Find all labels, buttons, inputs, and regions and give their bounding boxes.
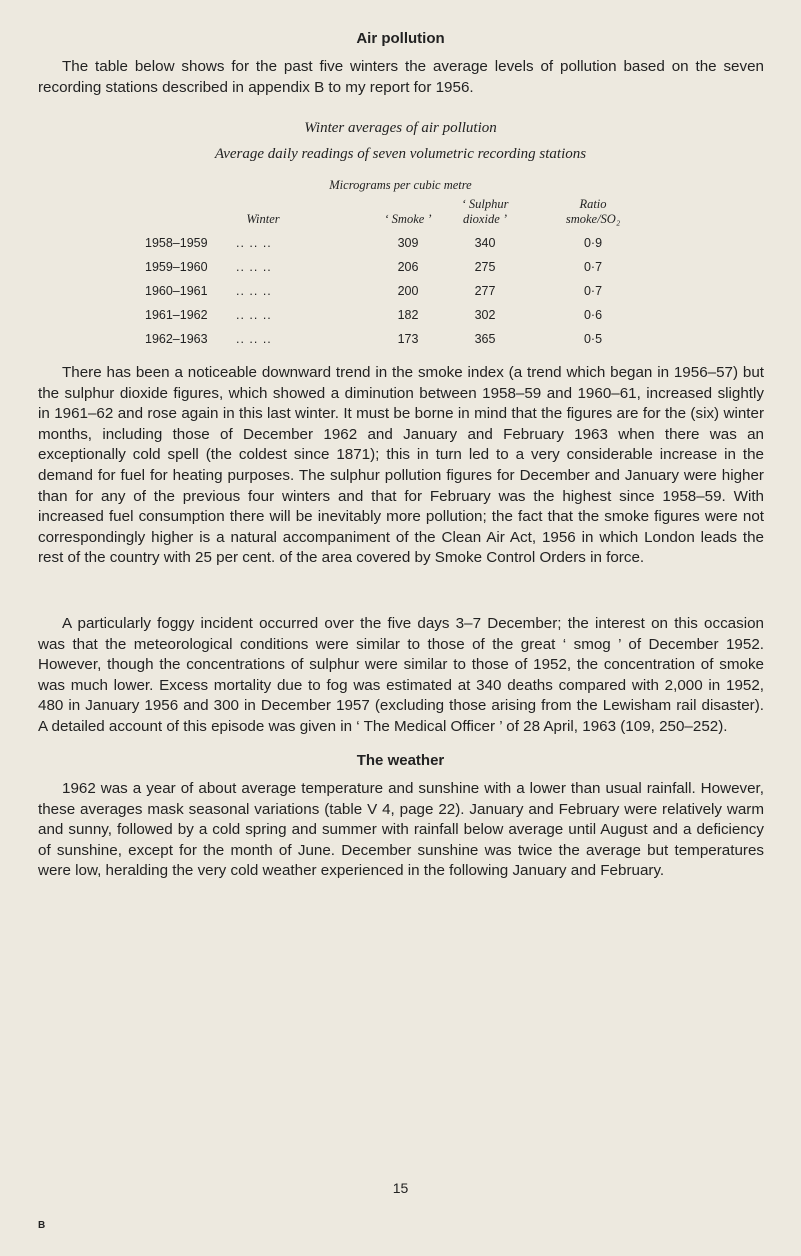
cell-so2: 277 (474, 284, 496, 298)
cell-winter: 1959–1960 (145, 260, 208, 274)
cell-so2: 340 (474, 236, 496, 250)
intro-paragraph: The table below shows for the past five winters the average levels of pollution based on the seven recording stations described in appendix B to my report for 1956. (38, 58, 764, 96)
leader-dots: .. .. .. (236, 284, 272, 298)
leader-dots: .. .. .. (236, 260, 272, 274)
cell-smoke: 182 (397, 308, 419, 322)
leader-dots: .. .. .. (236, 308, 272, 322)
page-number: 15 (392, 1180, 409, 1196)
cell-so2: 302 (474, 308, 496, 322)
cell-winter: 1960–1961 (145, 284, 208, 298)
section-heading-air-pollution: Air pollution (356, 30, 445, 47)
header-so2-line1: ‘ Sulphur (461, 197, 509, 211)
cell-ratio: 0·7 (583, 284, 603, 298)
cell-winter: 1961–1962 (145, 308, 208, 322)
cell-ratio: 0·6 (583, 308, 603, 322)
signature-mark: B (38, 1220, 46, 1231)
table-caption-subtitle: Average daily readings of seven volumetric recording stations (214, 146, 587, 162)
cell-so2: 275 (474, 260, 496, 274)
header-smoke: ‘ Smoke ’ (384, 212, 432, 226)
table-row (0, 332, 801, 352)
leader-dots: .. .. .. (236, 332, 272, 346)
table-row (0, 308, 801, 328)
header-ratio-line2: smoke/SO₂ (565, 212, 621, 226)
header-ratio (553, 197, 633, 227)
table-row (0, 284, 801, 304)
cell-ratio: 0·9 (583, 236, 603, 250)
section-heading-weather: The weather (356, 752, 445, 769)
table-row (0, 236, 801, 256)
paragraph-fog-incident: A particularly foggy incident occurred over the five days 3–7 December; the interest on this occasion was that the meteorological conditions were similar to those of the great ‘ smog ’ of December 1952. However, though the concentrations of sulphur were similar to those of 1952, the concentration of smoke was much lower. Excess mortality due to fog was estimated at 340 deaths compared with 2,000 in 1952, 480 in January 1956 and 300 in December 1957 (excluding those arising from the Lewisham rail disaster). A detailed account of this episode was given in ‘ The Medical Officer ’ of 28 April, 1963 (109, 250–252). (38, 615, 764, 735)
header-so2 (455, 197, 515, 227)
header-so2-line2: dioxide ’ (462, 212, 508, 226)
cell-smoke: 173 (397, 332, 419, 346)
cell-winter: 1958–1959 (145, 236, 208, 250)
paragraph-weather: 1962 was a year of about average temperature and sunshine with a lower than usual rainfall. However, these averages mask seasonal variations (table V 4, page 22). January and February were relatively warm and sunny, followed by a cold spring and summer with rainfall below average until August and a deficiency of sunshine, except for the month of June. December sunshine was twice the average but temperatures were low, heralding the very cold weather experienced in the following January and February. (38, 780, 764, 880)
cell-smoke: 309 (397, 236, 419, 250)
table-caption-title: Winter averages of air pollution (304, 120, 497, 136)
cell-smoke: 200 (397, 284, 419, 298)
leader-dots: .. .. .. (236, 236, 272, 250)
cell-so2: 365 (474, 332, 496, 346)
cell-smoke: 206 (397, 260, 419, 274)
header-winter: Winter (246, 212, 280, 226)
cell-winter: 1962–1963 (145, 332, 208, 346)
header-ratio-line1: Ratio (579, 197, 607, 211)
paragraph-smoke-trend: There has been a noticeable downward trend in the smoke index (a trend which began in 1956–57) but the sulphur dioxide figures, which showed a diminution between 1958–59 and 1960–61, increased slightly in 1961–62 and rose again in this last winter. It must be borne in mind that the figures are for the (six) winter months, including those of December 1962 and January and February 1963 when there was an exceptionally cold spell (the coldest since 1871); this in turn led to a very considerable increase in the demand for fuel for heating purposes. The sulphur pollution figures for December and January were higher than for any of the previous four winters and that for February was the highest since 1958–59. With increased fuel consumption there will be inevitably more pollution; the fact that the smoke figures were not correspondingly higher is a natural accompaniment of the Clean Air Act, 1956 in which London leads the rest of the country with 25 per cent. of the area covered by Smoke Control Orders in force. (38, 364, 764, 567)
table-row (0, 260, 801, 280)
table-units: Micrograms per cubic metre (329, 178, 472, 192)
cell-ratio: 0·7 (583, 260, 603, 274)
cell-ratio: 0·5 (583, 332, 603, 346)
